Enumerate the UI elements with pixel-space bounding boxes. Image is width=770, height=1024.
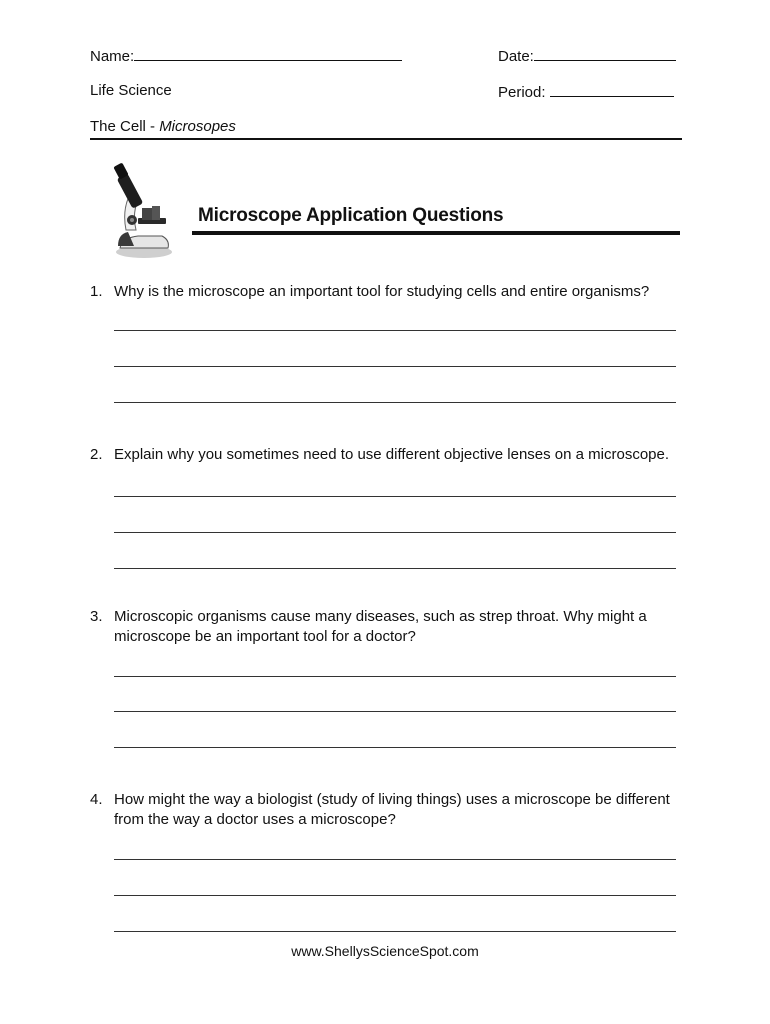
question-number: 3. <box>90 608 103 625</box>
question-text: Why is the microscope an important tool for studying cells and entire organisms? <box>114 283 650 300</box>
question-2 <box>90 445 690 467</box>
question-number: 1. <box>90 283 103 300</box>
answer-line[interactable] <box>114 496 676 497</box>
date-label: Date: <box>498 48 534 65</box>
header-divider <box>90 138 682 140</box>
unit-topic: Microsopes <box>159 118 236 135</box>
unit-label <box>90 118 236 136</box>
question-4 <box>90 790 690 832</box>
period-field <box>498 82 674 102</box>
subject-label: Life Science <box>90 82 172 99</box>
answer-line[interactable] <box>114 676 676 677</box>
period-blank[interactable] <box>550 82 674 97</box>
date-blank[interactable] <box>534 46 676 61</box>
question-3 <box>90 607 690 649</box>
answer-line[interactable] <box>114 711 676 712</box>
answer-line[interactable] <box>114 366 676 367</box>
answer-line[interactable] <box>114 402 676 403</box>
title-underline <box>192 231 680 235</box>
answer-line[interactable] <box>114 330 676 331</box>
page-title: Microscope Application Questions <box>198 205 504 226</box>
answer-line[interactable] <box>114 568 676 569</box>
question-number: 2. <box>90 446 103 463</box>
unit-prefix: The Cell - <box>90 118 160 135</box>
question-1 <box>90 282 690 304</box>
name-field <box>90 46 402 66</box>
footer-url: www.ShellysScienceSpot.com <box>291 943 479 959</box>
question-number: 4. <box>90 791 103 808</box>
answer-line[interactable] <box>114 931 676 932</box>
answer-line[interactable] <box>114 859 676 860</box>
answer-line[interactable] <box>114 895 676 896</box>
name-label: Name: <box>90 48 135 65</box>
period-label: Period: <box>498 84 546 101</box>
microscope-icon <box>108 160 180 260</box>
question-text: Microscopic organisms cause many diseases, such as strep throat. Why might a microscope be an important tool for a doctor? <box>114 608 647 645</box>
question-text: How might the way a biologist (study of living things) uses a microscope be different from the way a doctor uses a microscope? <box>114 791 670 828</box>
answer-line[interactable] <box>114 747 676 748</box>
question-text: Explain why you sometimes need to use different objective lenses on a microscope. <box>114 446 670 463</box>
answer-line[interactable] <box>114 532 676 533</box>
name-blank[interactable] <box>134 46 402 61</box>
date-field <box>498 46 676 66</box>
